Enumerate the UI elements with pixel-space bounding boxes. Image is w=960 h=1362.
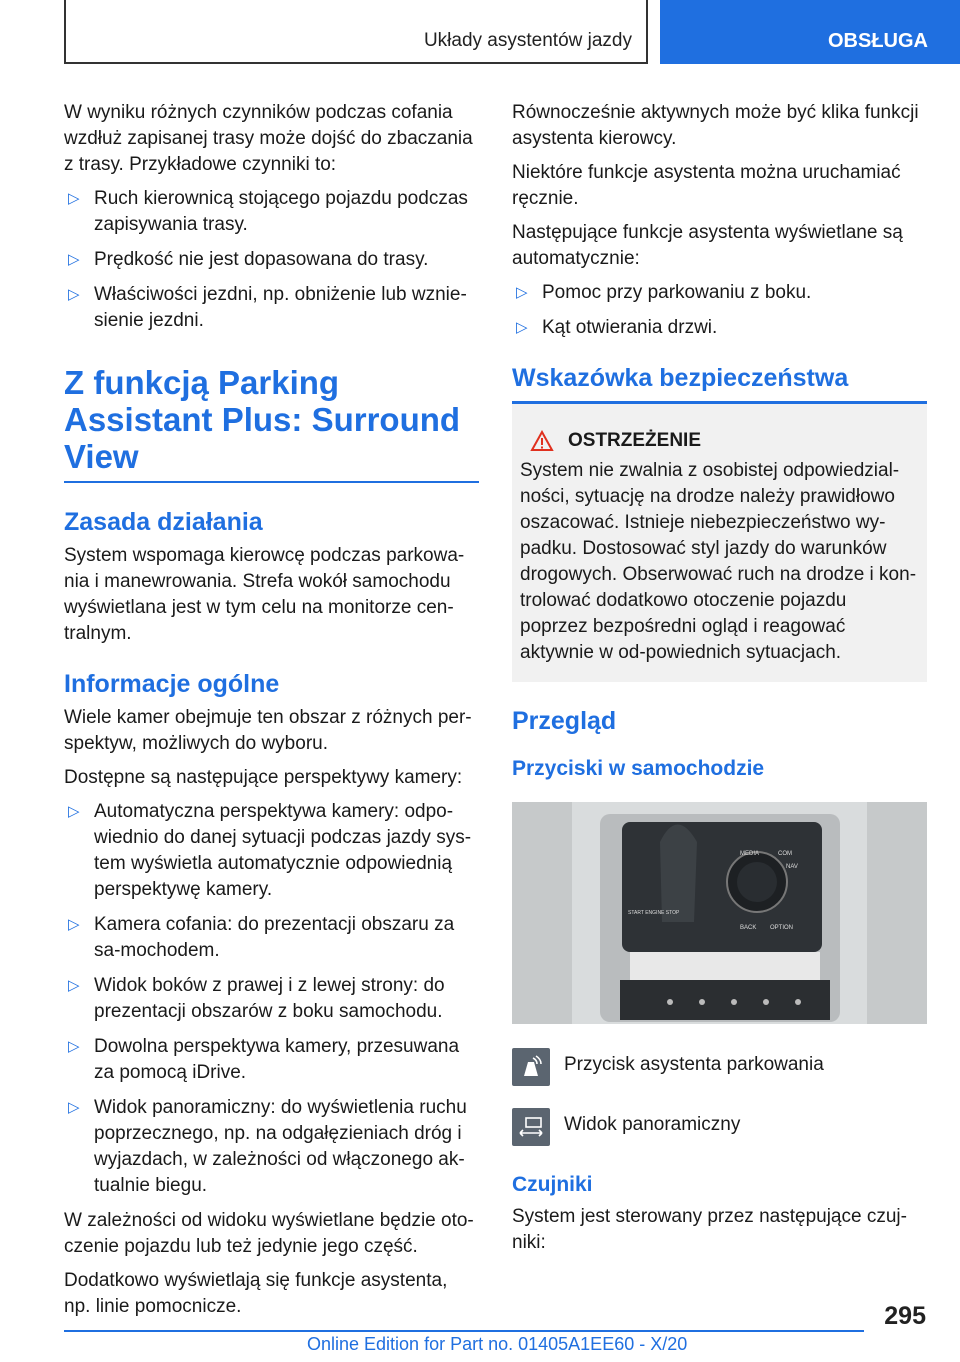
list-item: ▷ Kamera cofania: do prezentacji obszaru za sa-mochodem.	[68, 914, 455, 961]
outro-paragraph: Dodatkowo wyświetlają się funkcje asystenta, np. linie pomocnicze.	[64, 1270, 448, 1317]
triangle-bullet-icon: ▷	[68, 1038, 80, 1055]
subheading-sensors: Czujniki	[512, 1173, 593, 1196]
photo-label-nav: NAV	[786, 864, 798, 870]
triangle-bullet-icon: ▷	[68, 251, 80, 268]
section-title: Układy asystentów jazdy	[423, 30, 632, 51]
left-column	[64, 100, 479, 1328]
triangle-bullet-icon: ▷	[68, 916, 80, 933]
header-frame	[64, 0, 648, 64]
chapter-tab[interactable]	[660, 0, 960, 64]
footer-rule	[64, 1330, 864, 1332]
section-heading: Z funkcją Parking Assistant Plus: Surround View	[64, 364, 461, 475]
list-item: ▷ Widok boków z prawej i z lewej strony: do prezentacji obszarów z boku samochodu.	[68, 975, 445, 1022]
auto-functions-list	[512, 280, 927, 341]
sensors-paragraph: System jest sterowany przez następujące czuj-niki:	[512, 1206, 907, 1253]
list-item: ▷ Dowolna perspektywa kamery, przesuwana za pomocą iDrive.	[68, 1036, 460, 1083]
general-paragraph: Wiele kamer obejmuje ten obszar z różnych per-spektyw, możliwych do wyboru.	[64, 707, 472, 754]
parking-assist-label: Przycisk asystenta parkowania	[564, 1054, 824, 1075]
principle-paragraph: System wspomaga kierowcę podczas parkowa-nia i manewrowania. Strefa wokół samochodu wyświetlana jest w tym celu na monitorze cen-tralnym.	[64, 545, 465, 644]
warning-text: System nie zwalnia z osobistej odpowiedzial-ności, sytuację na drodze należy prawidłowo oszacować. Istnieje niebezpieczeństwo wy-padku. Dostosować styl jazdy do warunków drogowych. Obserwować ruch na drodze i kon-trolować dodatkowo otoczenie pojazdu poprzez bezpośredni ogląd i reagować aktywnie w od-powiednich sytuacjach.	[520, 460, 917, 663]
panorama-view-label: Widok panoramiczny	[564, 1114, 741, 1135]
console-photo	[512, 802, 927, 1024]
warning-box	[512, 401, 927, 682]
paragraph: Równocześnie aktywnych może być klika funkcji asystenta kierowcy.	[512, 102, 919, 149]
list-item: ▷ Automatyczna perspektywa kamery: odpo-wiednio do danej sytuacji podczas jazdy sys-tem wyświetla automatycznie odpowiednią perspektywę kamery.	[68, 801, 472, 900]
photo-label-media: MEDIA	[740, 851, 760, 857]
photo-label-option: OPTION	[770, 925, 794, 931]
subheading-general: Informacje ogólne	[64, 670, 280, 698]
list-item: ▷ Prędkość nie jest dopasowana do trasy.	[64, 247, 479, 273]
parking-assist-icon	[512, 1048, 550, 1086]
warning-triangle-icon	[530, 430, 554, 452]
footer-edition: Online Edition for Part no. 01405A1EE60 - X/20	[307, 1334, 688, 1354]
intro-paragraph: W wyniku różnych czynników podczas cofania wzdłuż zapisanej trasy może dojść do zbaczania z trasy. Przykładowe czynniki to:	[64, 102, 473, 175]
triangle-bullet-icon: ▷	[516, 284, 528, 301]
subheading-safety: Wskazówka bezpieczeństwa	[512, 364, 849, 392]
photo-label-start: START ENGINE STOP	[628, 910, 680, 916]
general-paragraph: Dostępne są następujące perspektywy kamery:	[64, 767, 463, 788]
triangle-bullet-icon: ▷	[516, 319, 528, 336]
subheading-buttons: Przyciski w samochodzie	[512, 757, 765, 780]
page-number: 295	[884, 1302, 926, 1330]
list-item: ▷ Ruch kierownicą stojącego pojazdu podczas zapisywania trasy.	[68, 188, 468, 235]
subheading-principle: Zasada działania	[64, 508, 263, 536]
button-legend-row	[512, 1108, 927, 1146]
paragraph: Następujące funkcje asystenta wyświetlane są automatycznie:	[512, 222, 903, 269]
triangle-bullet-icon: ▷	[68, 1099, 80, 1116]
warning-title: OSTRZEŻENIE	[568, 430, 702, 451]
chapter-tab-label: OBSŁUGA	[828, 30, 928, 52]
photo-label-back: BACK	[740, 925, 757, 931]
triangle-bullet-icon: ▷	[68, 977, 80, 994]
triangle-bullet-icon: ▷	[68, 190, 80, 207]
camera-views-list	[64, 799, 479, 1199]
photo-label-com: COM	[778, 851, 792, 857]
factor-list	[64, 186, 479, 334]
list-item: ▷ Pomoc przy parkowaniu z boku.	[512, 280, 927, 306]
heading-rule	[64, 481, 479, 483]
paragraph: Niektóre funkcje asystenta można uruchamiać ręcznie.	[512, 162, 901, 209]
panorama-view-icon	[512, 1108, 550, 1146]
subheading-overview: Przegląd	[512, 707, 617, 735]
triangle-bullet-icon: ▷	[68, 803, 80, 820]
list-item: ▷ Właściwości jezdni, np. obniżenie lub wznie-sienie jezdni.	[68, 284, 467, 331]
button-legend-row	[512, 1048, 927, 1086]
list-item: ▷ Widok panoramiczny: do wyświetlenia ruchu poprzecznego, np. na odgałęzieniach dróg i wyjazdach, w zależności od włączonego ak-tualnie biegu.	[68, 1097, 467, 1196]
right-column	[512, 100, 927, 1264]
outro-paragraph: W zależności od widoku wyświetlane będzie oto-czenie pojazdu lub też jedynie jego część.	[64, 1210, 474, 1257]
triangle-bullet-icon: ▷	[68, 286, 80, 303]
list-item: ▷ Kąt otwierania drzwi.	[512, 315, 927, 341]
